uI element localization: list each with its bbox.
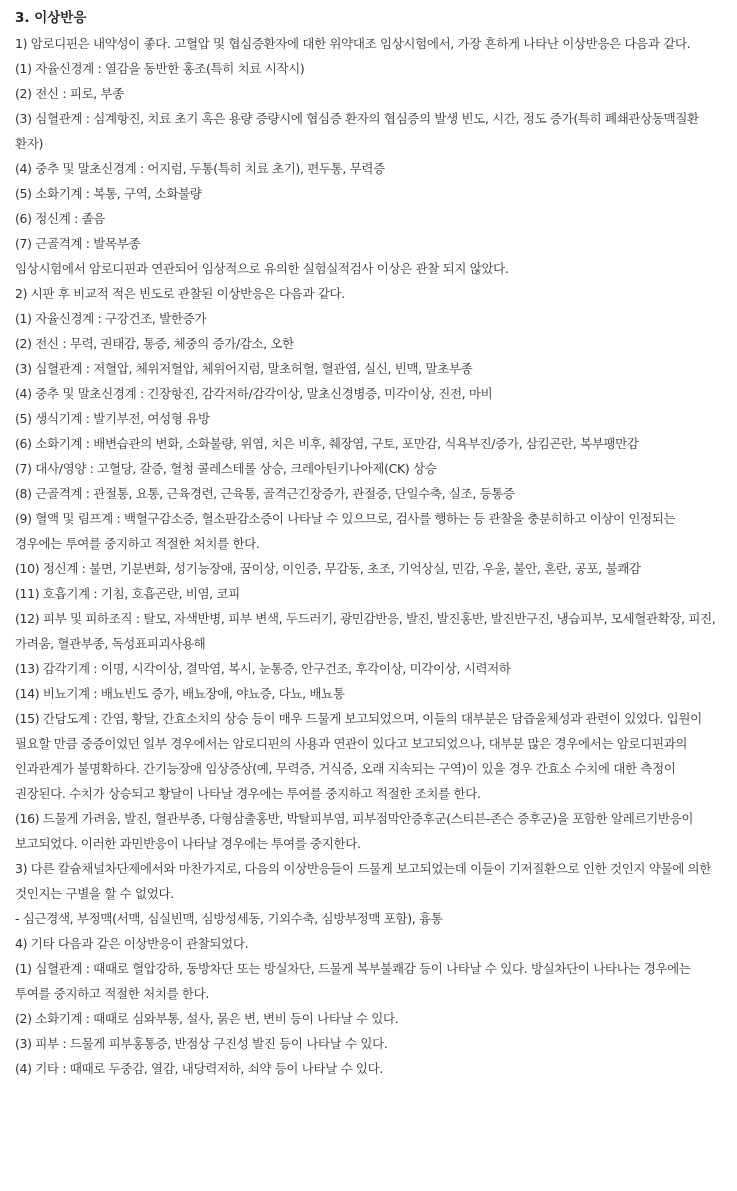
text-line: (5) 소화기계 : 복통, 구역, 소화불량 (15, 186, 202, 201)
text-line: (3) 피부 : 드물게 피부홍통증, 반점상 구진성 발진 등이 나타날 수 있다. (15, 1036, 388, 1051)
text-line: (16) 드물게 가려움, 발진, 혈관부종, 다형삼출홍반, 박탈피부염, 피부점막안증후군(스티븐-존슨 증후군)을 포함한 알레르기반응이 보고되었다. 이러한 과민반응이 나타날 경우에는 투여를 중지한다. (15, 811, 694, 851)
text-line: (1) 자율신경계 : 구강건조, 발한증가 (15, 311, 207, 326)
text-line: (1) 심혈관계 : 때때로 혈압강하, 동방차단 또는 방실차단, 드물게 복부불쾌감 등이 나타날 수 있다. 방실차단이 나타나는 경우에는 투여를 중지하고 적절한 처치를 한다. (15, 961, 691, 1001)
document-body (15, 31, 725, 1081)
text-line: (10) 정신계 : 불면, 기분변화, 성기능장애, 꿈이상, 이인증, 무감동, 초조, 기억상실, 민감, 우울, 불안, 혼란, 공포, 불쾌감 (15, 561, 641, 576)
text-line: (8) 근골격계 : 관절통, 요통, 근육경련, 근육통, 골격근긴장증가, 관절증, 단일수축, 실조, 등통증 (15, 486, 515, 501)
text-line: (1) 자율신경계 : 열감을 동반한 홍조(특히 치료 시작시) (15, 61, 305, 76)
text-line: (4) 기타 : 때때로 두중감, 열감, 내당력저하, 쇠약 등이 나타날 수 있다. (15, 1061, 383, 1076)
text-line: (6) 소화기계 : 배변습관의 변화, 소화불량, 위염, 치은 비후, 췌장염, 구토, 포만감, 식욕부진/증가, 삼킴곤란, 복부팽만감 (15, 436, 639, 451)
text-line: (13) 감각기계 : 이명, 시각이상, 결막염, 복시, 눈통증, 안구건조, 후각이상, 미각이상, 시력저하 (15, 661, 511, 676)
text-line: (2) 전신 : 무력, 권태감, 통증, 체중의 증가/감소, 오한 (15, 336, 294, 351)
text-line: 2) 시판 후 비교적 적은 빈도로 관찰된 이상반응은 다음과 같다. (15, 286, 345, 301)
text-line: (14) 비뇨기계 : 배뇨빈도 증가, 배뇨장애, 야뇨증, 다뇨, 배뇨통 (15, 686, 345, 701)
text-line: (9) 혈액 및 림프계 : 백혈구감소증, 혈소판감소증이 나타날 수 있으므로, 검사를 행하는 등 관찰을 충분히하고 이상이 인정되는 경우에는 투여를 중지하고 적절한 처치를 한다. (15, 511, 676, 551)
text-line: (7) 대사/영양 : 고혈당, 갈증, 혈청 콜레스테롤 상승, 크레아틴키나아제(CK) 상승 (15, 461, 437, 476)
text-line: 3) 다른 칼슘채널차단제에서와 마찬가지로, 다음의 이상반응들이 드물게 보고되었는데 이들이 기저질환으로 인한 것인지 약물에 의한 것인지는 구별을 할 수 없었다. (15, 861, 712, 901)
text-line: 임상시험에서 암로디핀과 연관되어 임상적으로 유의한 실험실적검사 이상은 관찰 되지 않았다. (15, 261, 509, 276)
section-title: 3. 이상반응 (15, 10, 87, 26)
text-line: (3) 심혈관계 : 심계항진, 치료 초기 혹은 용량 증량시에 협심증 환자의 협심증의 발생 빈도, 시간, 정도 증가(특히 폐쇄관상동맥질환 환자) (15, 111, 699, 151)
text-line: - 심근경색, 부정맥(서맥, 심실빈맥, 심방성세동, 기외수축, 심방부정맥 포함), 흉통 (15, 911, 443, 926)
text-line: (3) 심혈관계 : 저혈압, 체위저혈압, 체위어지럼, 말초허혈, 혈관염, 실신, 빈맥, 말초부종 (15, 361, 473, 376)
text-line: (7) 근골격계 : 발목부종 (15, 236, 141, 251)
text-line: (5) 생식기계 : 발기부전, 여성형 유방 (15, 411, 210, 426)
text-line: 1) 암로디핀은 내약성이 좋다. 고혈압 및 협심증환자에 대한 위약대조 임상시험에서, 가장 흔하게 나타난 이상반응은 다음과 같다. (15, 36, 691, 51)
text-line: (11) 호흡기계 : 기침, 호흡곤란, 비염, 코피 (15, 586, 240, 601)
text-line: (2) 전신 : 피로, 부종 (15, 86, 124, 101)
text-line: (4) 중추 및 말초신경계 : 어지럼, 두통(특히 치료 초기), 편두통, 무력증 (15, 161, 385, 176)
text-line: (6) 정신계 : 졸음 (15, 211, 106, 226)
text-line: (2) 소화기계 : 때때로 심와부통, 설사, 묽은 변, 변비 등이 나타날 수 있다. (15, 1011, 399, 1026)
text-line: (4) 중추 및 말초신경계 : 긴장항진, 감각저하/감각이상, 말초신경병증, 미각이상, 진전, 마비 (15, 386, 493, 401)
text-line: 4) 기타 다음과 같은 이상반응이 관찰되었다. (15, 936, 249, 951)
text-line: (12) 피부 및 피하조직 : 탈모, 자색반병, 피부 변색, 두드러기, 광민감반응, 발진, 발진홍반, 발진반구진, 냉습피부, 모세혈관확장, 피진, 가려움, 혈관부종, 독성표피괴사용해 (15, 611, 716, 651)
text-line: (15) 간담도계 : 간염, 황달, 간효소치의 상승 등이 매우 드물게 보고되었으며, 이들의 대부분은 담즙울체성과 관련이 있었다. 입원이 필요할 만큼 중증이었던 일부 경우에서는 암로디핀의 사용과 연관이 있다고 보고되었으나, 대부분 많은 경우에서는 암로디핀과의 인과관계가 불명확하다. 간기능장애 임상증상(예, 무력증, 거식증, 오래 지속되는 구역)이 있을 경우 간효소 수치에 대한 측정이 권장된다. 수치가 상승되고 황달이 나타날 경우에는 투여를 중지하고 적절한 조치를 한다. (15, 711, 702, 801)
